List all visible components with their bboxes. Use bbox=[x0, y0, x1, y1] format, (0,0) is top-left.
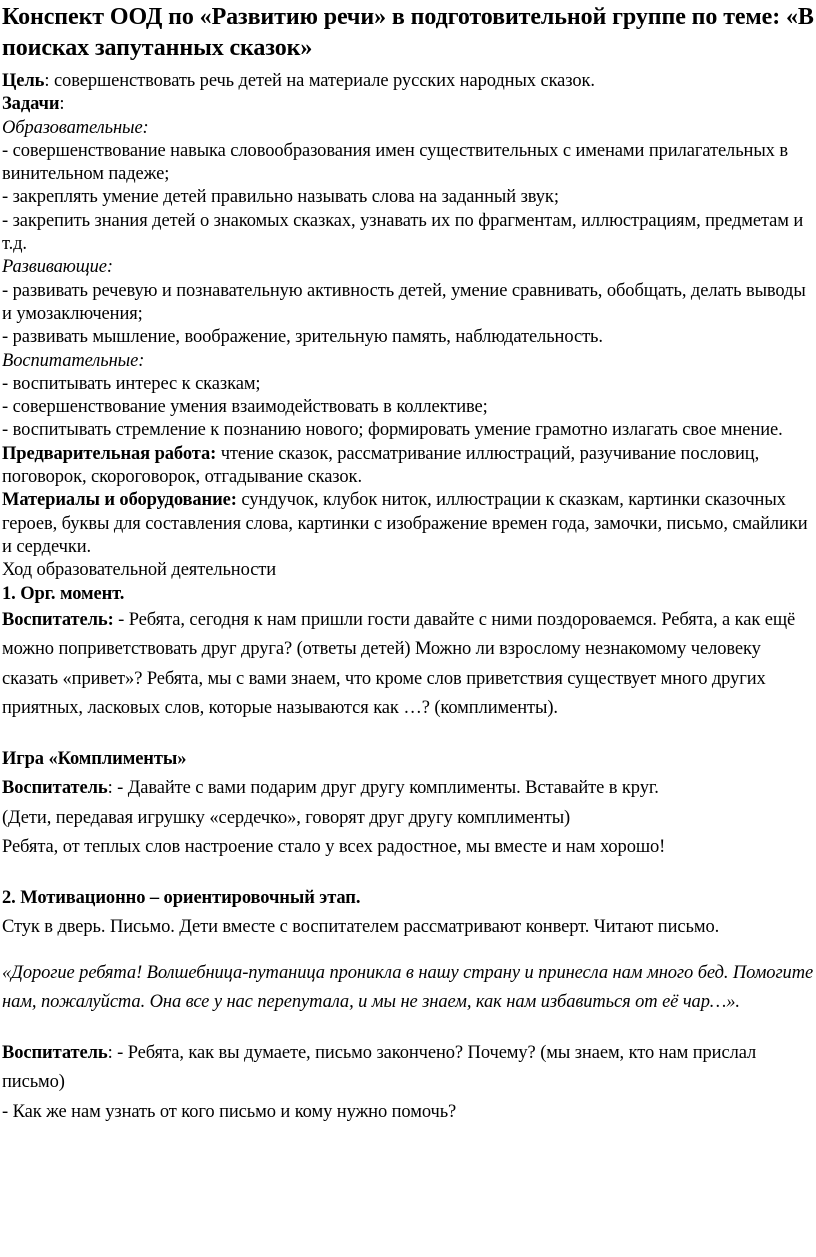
goal-label: Цель bbox=[2, 71, 45, 91]
upbringing-heading: Воспитательные: bbox=[2, 350, 145, 371]
game-text: : - Давайте с вами подарим друг другу комплименты. Вставайте в круг. bbox=[107, 778, 659, 799]
educational-heading: Образовательные: bbox=[2, 117, 149, 138]
materials-text: сундучок, клубок ниток, иллюстрации к сказкам, картинки сказочных героев, буквы для составления слова, картинки с изображение времен года, замочки, письмо, смайлики и сердечки. bbox=[2, 490, 808, 557]
game-heading: Игра «Комплименты» bbox=[2, 748, 187, 769]
materials-label: Материалы и оборудование: bbox=[2, 490, 237, 511]
educational-item: - совершенствование навыка словообразования имен существительных с именами прилагательных в винительном падеже; bbox=[2, 140, 788, 185]
section1-heading: 1. Орг. момент. bbox=[2, 583, 125, 604]
preliminary-paragraph bbox=[2, 443, 816, 490]
section1-paragraph bbox=[2, 606, 816, 724]
section2-teacher-paragraph bbox=[2, 1039, 816, 1098]
game-line: (Дети, передавая игрушку «сердечко», говорят друг другу комплименты) bbox=[2, 807, 571, 828]
upbringing-item: - воспитывать стремление к познанию нового; формировать умение грамотно излагать свое мнение. bbox=[2, 420, 783, 441]
spacer bbox=[2, 1018, 816, 1039]
educational-item: - закрепить знания детей о знакомых сказках, узнавать их по фрагментам, иллюстрациям, предметам и т.д. bbox=[2, 210, 804, 255]
developing-item: - развивать мышление, воображение, зрительную память, наблюдательность. bbox=[2, 327, 603, 348]
spacer bbox=[2, 943, 816, 959]
spacer bbox=[2, 863, 816, 884]
educational-item: - закреплять умение детей правильно называть слова на заданный звук; bbox=[2, 187, 559, 208]
teacher-label: Воспитатель bbox=[2, 1042, 108, 1063]
goal-paragraph bbox=[2, 70, 816, 93]
developing-item: - развивать речевую и познавательную активность детей, умение сравнивать, обобщать, делать выводы и умозаключения; bbox=[2, 280, 806, 324]
section1-text: - Ребята, сегодня к нам пришли гости давайте с ними поздороваемся. Ребята, а как ещё можно поприветствовать друг друга? (ответы детей) Можно ли взрослому незнакомому человеку сказать «привет»? Ребята, мы с вами знаем, что кроме слов приветствия существует много других приятных, ласковых слов, которые называются как …? (комплименты). bbox=[2, 609, 796, 719]
page-title: Конспект ООД по «Развитию речи» в подготовительной группе по теме: «В поисках запутанных сказок» bbox=[2, 4, 814, 61]
game-paragraph bbox=[2, 774, 816, 804]
upbringing-item: - воспитывать интерес к сказкам; bbox=[2, 373, 261, 394]
section2-teacher-text: : - Ребята, как вы думаете, письмо закончено? Почему? (мы знаем, кто нам прислал письмо) bbox=[2, 1042, 757, 1093]
section2-question: - Как же нам узнать от кого письмо и кому нужно помочь? bbox=[2, 1101, 457, 1122]
course-heading: Ход образовательной деятельности bbox=[2, 560, 277, 581]
tasks-colon: : bbox=[59, 94, 65, 115]
upbringing-item: - совершенствование умения взаимодействовать в коллективе; bbox=[2, 397, 488, 418]
teacher-label: Воспитатель bbox=[2, 778, 108, 799]
section2-heading: 2. Мотивационно – ориентировочный этап. bbox=[2, 887, 361, 908]
teacher-label: Воспитатель: bbox=[2, 609, 114, 630]
developing-heading: Развивающие: bbox=[2, 257, 113, 278]
letter-text: «Дорогие ребята! Волшебница-путаница проникла в нашу страну и принесла нам много бед. Помогите нам, пожалуйста. Она все у нас перепутала, и мы не знаем, как нам избавиться от её чар…». bbox=[2, 962, 814, 1013]
game-line: Ребята, от теплых слов настроение стало у всех радостное, мы вместе и нам хорошо! bbox=[2, 837, 666, 858]
section2-text: Стук в дверь. Письмо. Дети вместе с воспитателем рассматривают конверт. Читают письмо. bbox=[2, 917, 720, 938]
preliminary-text: чтение сказок, рассматривание иллюстраций, разучивание пословиц, поговорок, скороговорок, отгадывание сказок. bbox=[2, 443, 760, 488]
tasks-heading bbox=[2, 93, 816, 116]
goal-text: : совершенствовать речь детей на материале русских народных сказок. bbox=[44, 71, 595, 91]
materials-paragraph bbox=[2, 489, 816, 559]
preliminary-label: Предварительная работа: bbox=[2, 443, 217, 464]
tasks-label: Задачи bbox=[2, 94, 60, 115]
spacer bbox=[2, 724, 816, 745]
